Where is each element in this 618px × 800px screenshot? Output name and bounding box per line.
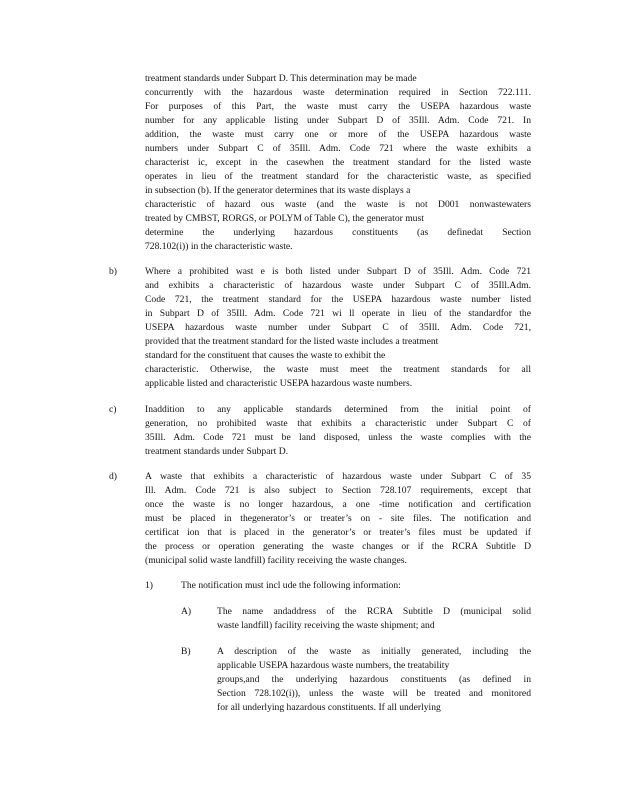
text-line: treatment standards under Subpart D. This determination may be made xyxy=(145,73,417,84)
text-line: standard for the constituent that causes the waste to exhibit the xyxy=(145,350,386,361)
item-label: b) xyxy=(109,266,117,277)
item-label: d) xyxy=(109,471,117,482)
text-line: The name andaddress of the RCRA Subtitle D (municipal solid xyxy=(217,606,531,617)
text-line: characterist ic, except in the casewhen the treatment standard for the listed waste xyxy=(145,157,531,168)
text-line: Code 721, the treatment standard for the USEPA hazardous waste number listed xyxy=(145,294,531,305)
text-line: A waste that exhibits a characteristic of hazardous waste under Subpart C of 35 xyxy=(145,471,531,482)
text-line: must be placed in thegenerator’s or treater’s on - site files. The notification and xyxy=(145,513,531,524)
text-line: The notification must incl ude the following information: xyxy=(181,580,401,591)
subitem-label: 1) xyxy=(145,580,153,591)
text-line: determine the underlying hazardous constituents (as definedat Section xyxy=(145,227,531,238)
text-line: treatment standards under Subpart D. xyxy=(145,446,289,457)
text-line: once the waste is no longer hazardous, a one -time notification and certification xyxy=(145,499,531,510)
text-line: USEPA hazardous waste number under Subpart C of 35Ill. Adm. Code 721, xyxy=(145,322,531,333)
text-line: treated by CMBST, RORGS, or POLYM of Table C), the generator must xyxy=(145,213,424,224)
text-line: 35Ill. Adm. Code 721 must be land disposed, unless the waste complies with the xyxy=(145,432,531,443)
text-line: 728.102(i)) in the characteristic waste. xyxy=(145,241,293,252)
text-line: in subsection (b). If the generator determines that its waste displays a xyxy=(145,185,411,196)
text-line: characteristic of hazard ous waste (and the waste is not D001 nonwastewaters xyxy=(145,199,531,210)
text-line: and exhibits a characteristic of hazardous waste under Subpart C of 35Ill.Adm. xyxy=(145,280,531,291)
text-line: Ill. Adm. Code 721 is also subject to Section 728.107 requirements, except that xyxy=(145,485,531,496)
text-line: number for any applicable listing under Subpart D of 35Ill. Adm. Code 721. In xyxy=(145,115,531,126)
text-line: certificat ion that is placed in the generator’s or treater’s files must be updated if xyxy=(145,527,531,538)
text-line: the process or operation generating the waste changes or if the RCRA Subtitle D xyxy=(145,541,531,552)
text-line: groups,and the underlying hazardous constituents (as defined in xyxy=(217,674,531,685)
text-line: For purposes of this Part, the waste must carry the USEPA hazardous waste xyxy=(145,101,531,112)
text-line: operates in lieu of the treatment standard for the characteristic waste, as specified xyxy=(145,171,531,182)
subitem-label: B) xyxy=(181,646,191,657)
text-line: characteristic. Otherwise, the waste must meet the treatment standards for all xyxy=(145,364,531,375)
subitem-label: A) xyxy=(181,606,192,617)
text-line: generation, no prohibited waste that exhibits a characteristic under Subpart C of xyxy=(145,418,531,429)
text-line: numbers under Subpart C of 35Ill. Adm. Code 721 where the waste exhibits a xyxy=(145,143,531,154)
text-line: waste landfill) facility receiving the waste shipment; and xyxy=(217,620,435,631)
text-line: Section 728.102(i)), unless the waste will be treated and monitored xyxy=(217,688,531,699)
text-line: provided that the treatment standard for the listed waste includes a treatment xyxy=(145,336,439,347)
text-line: applicable USEPA hazardous waste numbers, the treatability xyxy=(217,660,450,671)
text-line: addition, the waste must carry one or more of the USEPA hazardous waste xyxy=(145,129,531,140)
text-line: in Subpart D of 35Ill. Adm. Code 721 wi ll operate in lieu of the standardfor the xyxy=(145,308,531,319)
text-line: for all underlying hazardous constituents. If all underlying xyxy=(217,702,441,713)
text-line: Where a prohibited wast e is both listed under Subpart D of 35Ill. Adm. Code 721 xyxy=(145,266,531,277)
text-line: applicable listed and characteristic USEPA hazardous waste numbers. xyxy=(145,378,413,389)
text-line: (municipal solid waste landfill) facility receiving the waste changes. xyxy=(145,555,407,566)
text-line: Inaddition to any applicable standards determined from the initial point of xyxy=(145,404,531,415)
text-line: A description of the waste as initially generated, including the xyxy=(217,646,531,657)
text-line: concurrently with the hazardous waste determination required in Section 722.111. xyxy=(145,87,531,98)
item-label: c) xyxy=(109,404,117,415)
